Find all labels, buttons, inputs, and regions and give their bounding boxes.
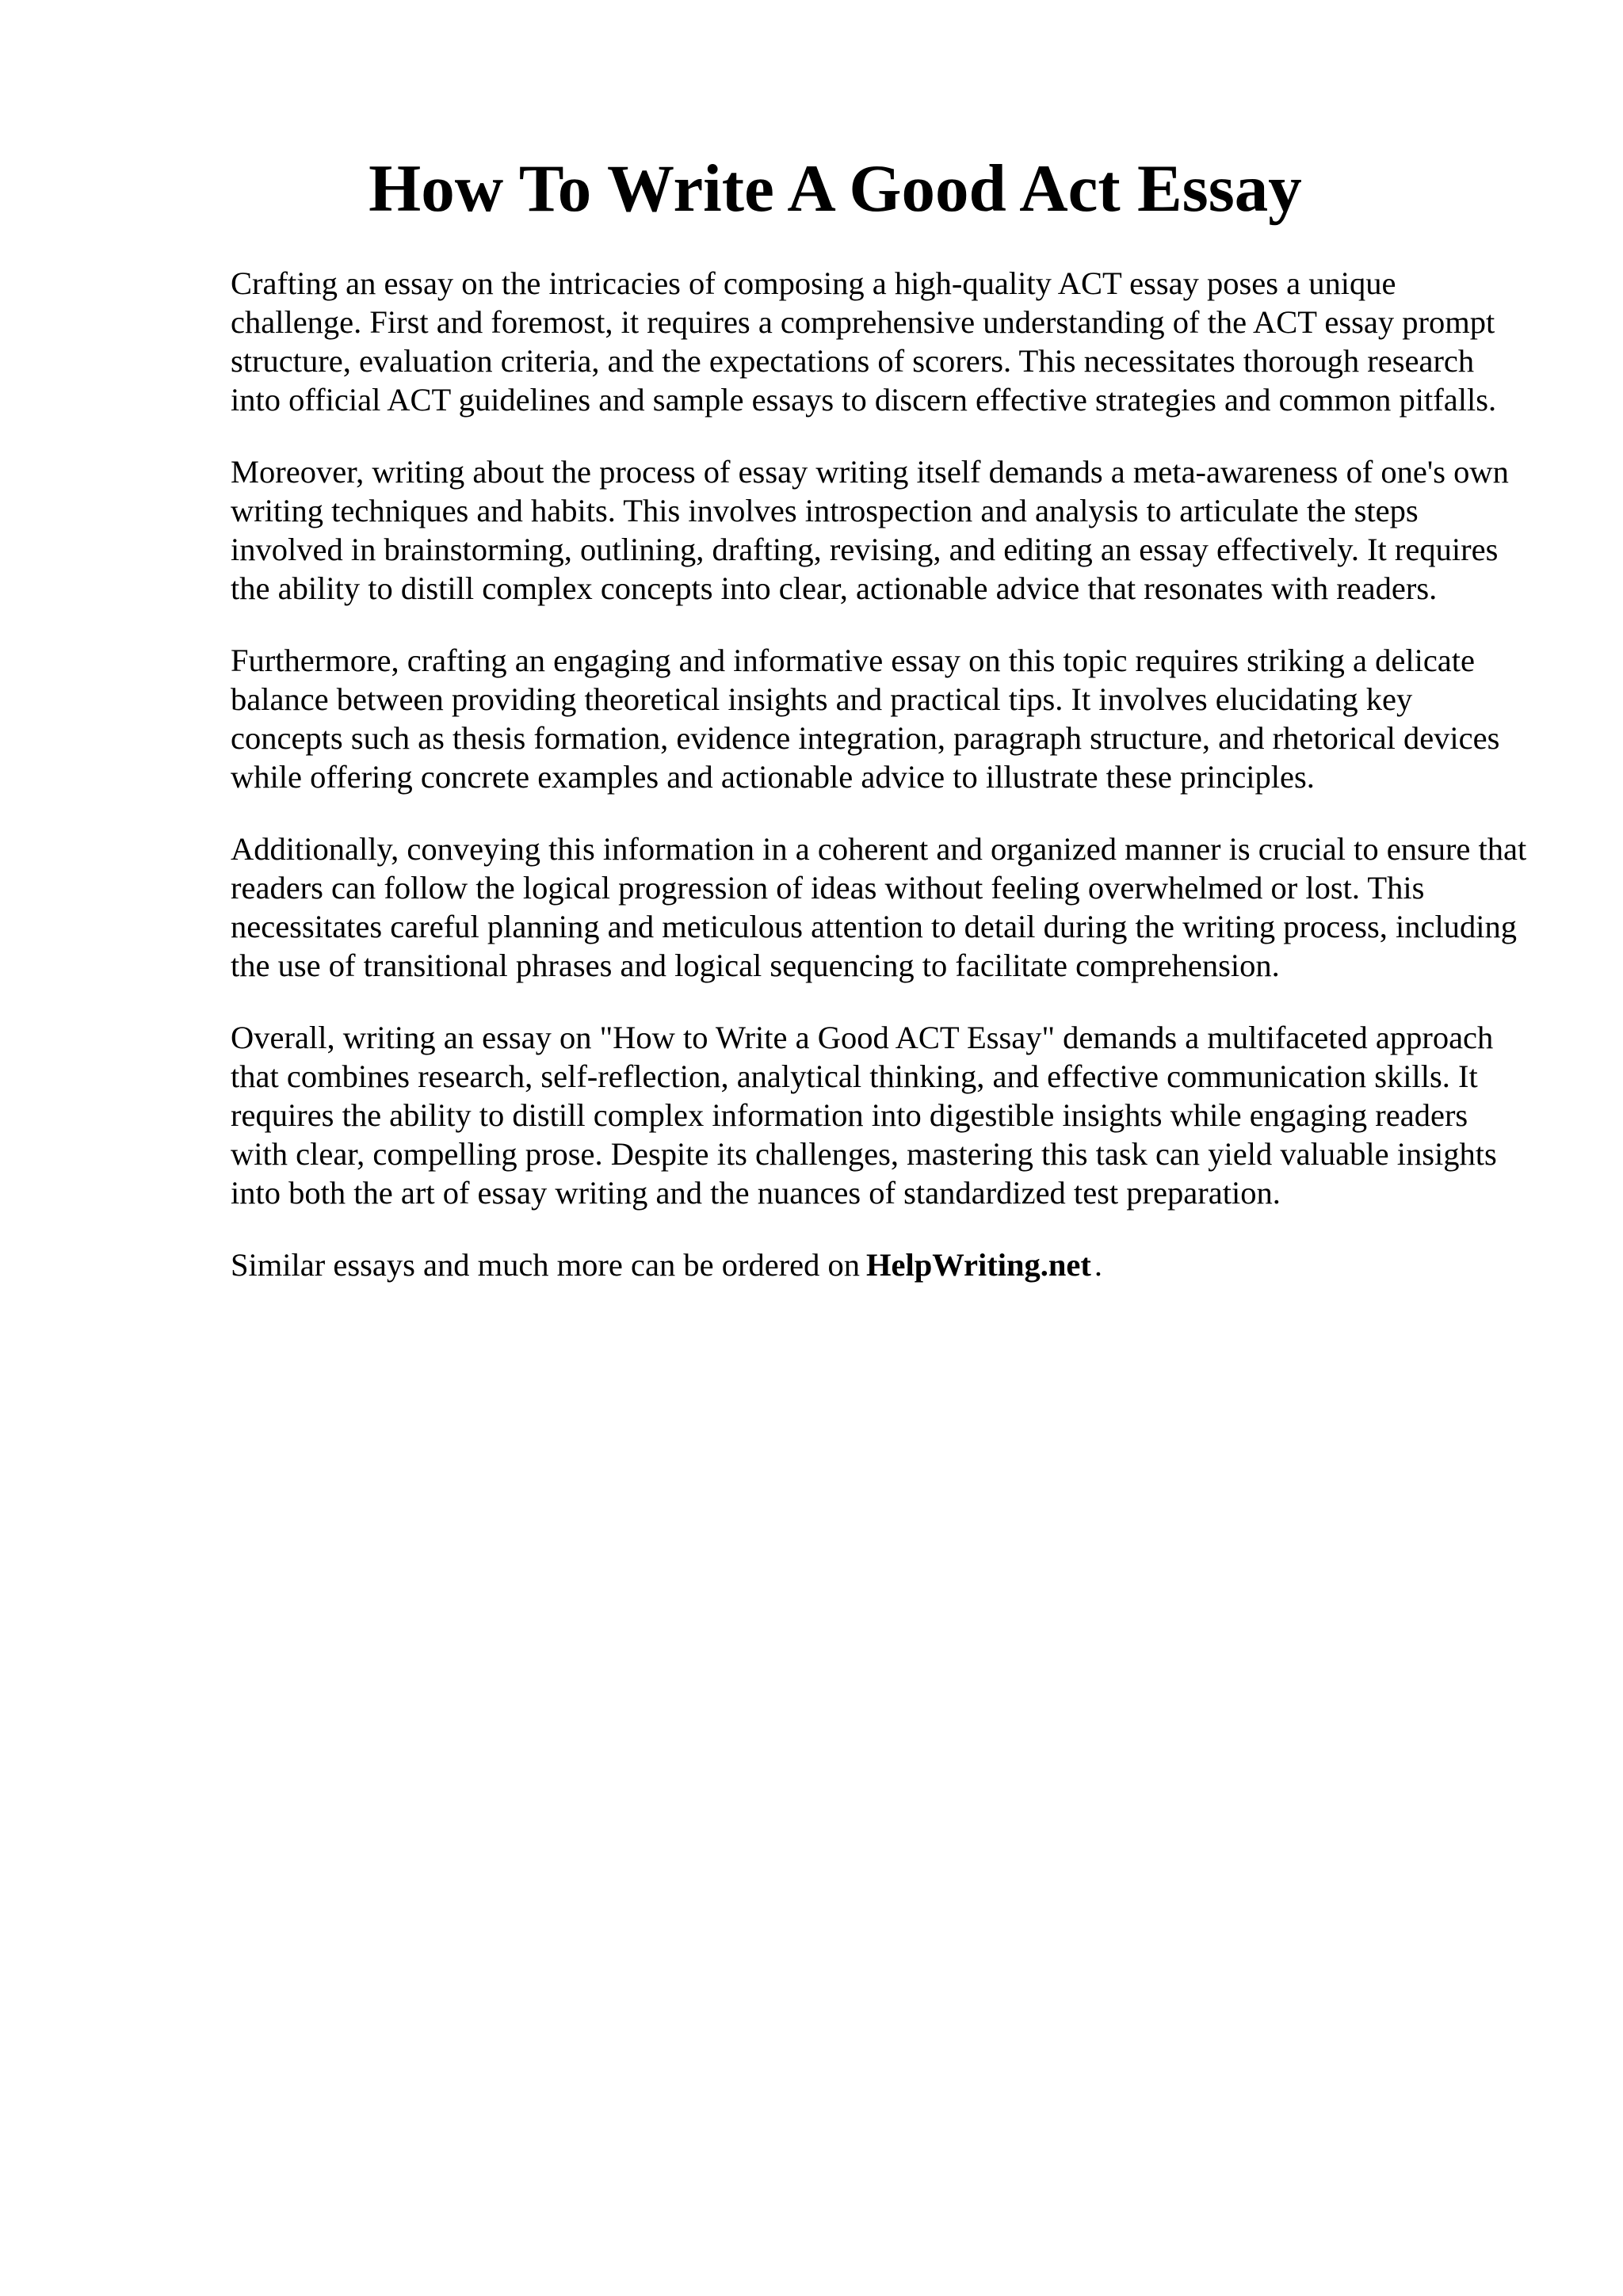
paragraph-5: Overall, writing an essay on "How to Write a Good ACT Essay" demands a multifaceted approach that combines research, self-reflection, analytical thinking, and effective communication skills. It requires the ability to distill complex information into digestible insights while engaging readers with clear, compelling prose. Despite its challenges, mastering this task can yield valuable insights into both the art of essay writing and the nuances of standardized test preparation. <box>231 1020 1497 1211</box>
paragraph-3: Furthermore, crafting an engaging and informative essay on this topic requires striking a delicate balance between providing theoretical insights and practical tips. It involves elucidating key concepts such as thesis formation, evidence integration, paragraph structure, and rhetorical devices while offering concrete examples and actionable advice to illustrate these principles. <box>231 643 1500 795</box>
document-title: How To Write A Good Act Essay <box>369 151 1302 226</box>
paragraph-1: Crafting an essay on the intricacies of composing a high-quality ACT essay poses a unique challenge. First and foremost, it requires a comprehensive understanding of the ACT essay prompt structure, evaluation criteria, and the expectations of scorers. This necessitates thorough research into official ACT guidelines and sample essays to discern effective strategies and common pitfalls. <box>231 265 1497 418</box>
document-body <box>231 264 1530 1318</box>
footer-suffix: . <box>1094 1247 1103 1283</box>
paragraph-4: Additionally, conveying this information in a coherent and organized manner is crucial to ensure that readers can follow the logical progression of ideas without feeling overwhelmed or lost. This necessitates careful planning and meticulous attention to detail during the writing process, including the use of transitional phrases and logical sequencing to facilitate comprehension. <box>231 831 1527 983</box>
helpwriting-link[interactable]: HelpWriting.net <box>866 1247 1091 1283</box>
footer-note <box>231 1245 1530 1284</box>
paragraph-2: Moreover, writing about the process of essay writing itself demands a meta-awareness of one's own writing techniques and habits. This involves introspection and analysis to articulate the steps involved in brainstorming, outlining, drafting, revising, and editing an essay effectively. It requires the ability to distill complex concepts into clear, actionable advice that resonates with readers. <box>231 454 1509 606</box>
footer-text: Similar essays and much more can be ordered on <box>231 1247 861 1283</box>
